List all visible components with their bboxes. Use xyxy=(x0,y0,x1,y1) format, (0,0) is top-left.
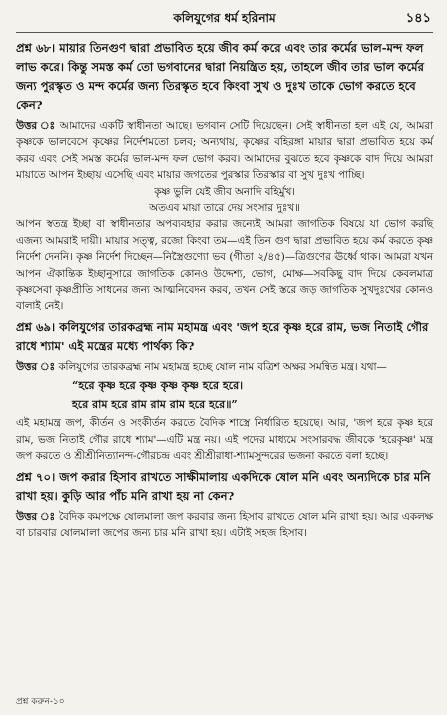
question-68 xyxy=(16,39,433,115)
answer-text: কলিযুগের তারকব্রহ্ম নাম মহামন্ত্র হচ্ছে ষোল নাম বত্রিশ অক্ষর সমন্বিত মন্ত্র। যথা— xyxy=(58,360,387,373)
running-title: কলিযুগের ধর্ম হরিনাম xyxy=(173,11,276,25)
page-content xyxy=(16,39,433,541)
verse-line-2: অতএব মায়া তারে দেয় সংসার দুঃখ॥ xyxy=(149,202,300,215)
question-label: প্রশ্ন ৬৯। xyxy=(16,319,56,334)
answer-70 xyxy=(16,509,433,542)
question-text: মায়ার তিনগুণ দ্বারা প্রভাবিত হয়ে জীব কর্ম করে এবং তার কর্মের ভাল-মন্দ ফল লাভ করে। কিন্তু সমস্ত কর্ম তো ভগবানের দ্বারা নিয়ন্ত্রিত হয়, তাহলে জীব তার ভাল কর্মের জন্য পুরস্কৃত ও মন্দ কর্মের জন্য তিরস্কৃত হবে কিংবা সুখ ও দুঃখ তাকে ভোগ করতে হবে কেন? xyxy=(16,41,424,112)
page-number: ১৪১ xyxy=(405,11,431,26)
answer-label: উত্তর ঃ xyxy=(16,120,56,132)
mantra-line-2: হরে রাম হরে রাম রাম রাম হরে হরে॥” xyxy=(72,398,238,412)
question-69 xyxy=(16,318,433,356)
answer-text: বৈদিক কমপক্ষে ষোলমালা জপ করবার জন্য হিসাব রাখতে ষোল মনি রাখা হয়। আর একলক্ষ বা চারবার ষোলমালা জপের জন্য চার মনি রাখা হয়। এটাই সহজ হিসাব। xyxy=(16,510,433,539)
mantra-line-1: “হরে কৃষ্ণ হরে কৃষ্ণ কৃষ্ণ কৃষ্ণ হরে হরে। xyxy=(72,379,244,393)
answer-label: উত্তর ঃ xyxy=(16,360,56,373)
answer-68-continued: আপন স্বতন্ত্র ইচ্ছা বা স্বাধীনতার অপব্যবহার করার জন্যেই আমরা জাগতিক বিষয়ে যা ভোগ করছি এজন্য আমরাই দায়ী। মায়ার সত্ত্ব, রজো কিংবা তম—এই তিন গুণ দ্বারা প্রভাবিত হয়ে কর্ম করতে কৃষ্ণ নির্দেশ দেননি। কৃষ্ণ নির্দেশ দিচ্ছেন—নিস্ত্রৈগুণ্যো ভব (গীতা ২/৪৫)—ত্রিগুণের ঊর্ধ্বে থাক। আমরা যখন আপন ঐকান্তিক ইচ্ছানুসারে জাগতিক কোনও উদ্দেশ্য, ভোগ, মোক্ষ—সবকিছু বাদ দিয়ে কেবলমাত্র কৃষ্ণসেবা কৃষ্ণপ্রীতি সাধনের জন্য আত্মনিবেদন করব, তখন সেই স্তরে জড় জাগতিক সুখদুঃখের কোনও বালাই নেই। xyxy=(16,218,434,313)
question-70 xyxy=(16,468,433,506)
answer-69 xyxy=(16,359,433,375)
question-label: প্রশ্ন ৬৮। xyxy=(16,41,56,55)
verse-line-1: কৃষ্ণ ভুলি যেই জীব অনাদি বহির্মুখ। xyxy=(154,185,295,198)
answer-label: উত্তর ঃ xyxy=(16,510,56,523)
question-label: প্রশ্ন ৭০। xyxy=(16,469,56,484)
question-text: কলিযুগের তারকব্রহ্ম নাম মহামন্ত্র এবং 'জপ হরে কৃষ্ণ হরে রাম, ভজ নিতাই গৌর রাধে শ্যাম' এই মন্ত্রের মধ্যে পার্থক্য কি? xyxy=(16,319,429,353)
answer-text: আমাদের একটি স্বাধীনতা আছে। ভগবান সেটি দিয়েছেন। সেই স্বাধীনতা হল এই যে, আমরা কৃষ্ণকে ভালবেসে কৃষ্ণের নির্দেশমতো চলব; অন্যথায়, কৃষ্ণের বহিরঙ্গা মায়ার দ্বারা প্রভাবিত হয়ে কর্ম করব এবং সেই সমস্ত কর্মের ভাল-মন্দ ফল ভোগ করব। আমাদের বুঝতে হবে কৃষ্ণকে বাদ দিয়ে আমরা মায়াতে আপন ইচ্ছায় এসেছি এবং মায়ার জগতের পুরস্কার তিরস্কার বা সুখ দুঃখ পাচ্ছি। xyxy=(16,120,433,182)
answer-68 xyxy=(16,118,433,184)
answer-69-continued: এই মহামন্ত্র জপ, কীর্তন ও সংকীর্তন করতে বৈদিক শাস্ত্রে নির্ধারিত হয়েছে। আর, 'জপ হরে কৃষ্ণ হরে রাম, ভজ নিতাই গৌর রাধে শ্যাম'—এটি মন্ত্র নয়। এই পদের মাধ্যমে সংসারবদ্ধ জীবকে 'হরেকৃষ্ণ' মন্ত্র জপ করতে ও শ্রীশ্রীনিত্যানন্দ-গৌরচন্দ্র এবং শ্রীশ্রীরাধা-শ্যামসুন্দরের ভজনা করতে বলা হচ্ছে। xyxy=(16,417,433,463)
question-text: জপ করার হিসাব রাখতে সাক্ষীমালায় একদিকে ষোল মনি এবং অন্যদিকে চার মনি রাখা হয়। কুড়ি আর পাঁচ মনি রাখা হয় না কেন? xyxy=(16,469,431,503)
page-footer: প্রশ্ন করুন-১০ xyxy=(16,697,65,707)
page-header xyxy=(16,6,433,33)
